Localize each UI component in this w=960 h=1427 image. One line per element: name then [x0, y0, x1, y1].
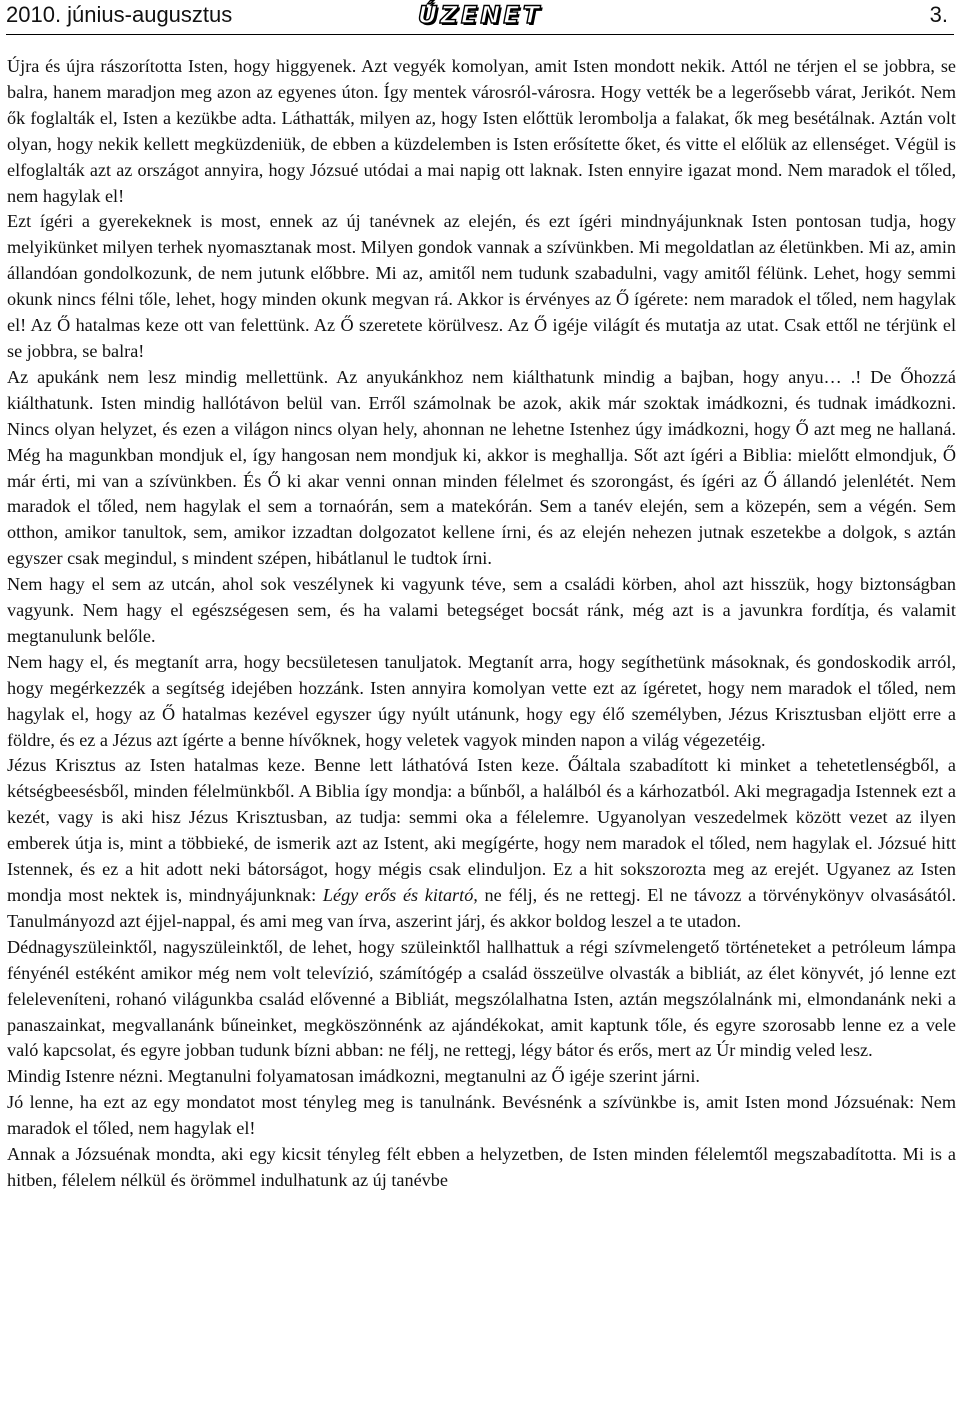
- page-header: [6, 0, 954, 34]
- paragraph-7: Dédnagyszüleinktől, nagyszüleinktől, de lehet, hogy szüleinktől hallhattuk a régi szívmelengető történeteket a petróleum lámpa fényénél estéként amikor még nem volt televízió, számítógép a család összeülve olvasták a bibliát, az élet könyvét, jó lenne ezt feleleveníteni, rohanó világunkba család elővenné a Bibliát, megszólalhatna Isten, aztán megszólalnánk mi, elmondanánk neki a panaszainkat, megvallanánk bűneinket, megköszönnénk az ajándékokat, amit kaptunk tőle, és egyre szorosabb lenne ez a vele való kapcsolat, és egyre jobban tudunk bízni abban: ne félj, ne rettegj, légy bátor és erős, mert az Úr mindig veled lesz.: [7, 936, 956, 1061]
- page-number: 3.: [929, 2, 948, 27]
- issue-date: 2010. június-augusztus: [6, 2, 233, 27]
- paragraph-10: Annak a Józsuénak mondta, aki egy kicsit tényleg félt ebben a helyzetben, de Isten minden félelemtől megszabadította. Mi is a hitben, félelem nélkül és örömmel indulhatunk az új tanévbe: [7, 1144, 956, 1190]
- paragraph-4: Nem hagy el sem az utcán, ahol sok veszélynek ki vagyunk téve, sem a családi körben, ahol azt hisszük, hogy biztonságban vagyunk. Nem hagy el egészségesen sem, és ha valami betegséget bocsát ránk, még azt is a javunkra fordítja, és valamit megtanulunk belőle.: [7, 574, 956, 646]
- scripture-quote: Légy erős és kitartó,: [322, 885, 478, 905]
- paragraph-9: Jó lenne, ha ezt az egy mondatot most tényleg meg is tanulnánk. Bevésnénk a szívünkbe is, amit Isten mond Józsuénak: Nem maradok el tőled, nem hagylak el!: [7, 1092, 956, 1139]
- paragraph-2: Ezt ígéri a gyerekeknek is most, ennek az új tanévnek az elején, és ezt ígéri mindnyájunknak Isten pontosan tudja, hogy melyikünket milyen terhek nyomasztanak most. Milyen gondok vannak a szívünkben. Mi megoldatlan az életünkben. Mi az, amin állandóan gondolkozunk, de nem jutunk előbbre. Mi az, amitől nem tudunk szabadulni, vagy amitől félünk. Lehet, hogy semmi okunk nincs félni tőle, lehet, hogy minden okunk megvan rá. Akkor is érvényes az Ő ígérete: nem maradok el tőled, nem hagylak el! Az Ő hatalmas keze ott van felettünk. Az Ő szeretete körülvesz. Az Ő igéje világít és mutatja az utat. Csak ettől ne térjünk el se jobbra, se balra!: [7, 211, 956, 361]
- paragraph-6: [7, 753, 956, 934]
- paragraph-6-text: Jézus Krisztus az Isten hatalmas keze. Benne lett láthatóvá Isten keze. Őáltala szabadított ki minket a tehetetlenségből, a kétségbeesésből, minden félelmünkből. A Biblia így mondja: a bűnből, a halálból és a kárhozatból. Aki megragadja Istennek ezt a kezét, vagy is aki hisz Jézus Krisztusban, az tudja: semmi oka a félelemre. Ugyanolyan veszedelmek között vezet az ilyen emberek útja is, mint a többieké, de ismerik azt az Istent, aki megígérte, hogy nem maradok el tőled, nem hagylak el. Józsué hitt Istennek, és ez a hit adott neki bátorságot, hogy mégis csak elinduljon. Ez a hit sokszorozta meg az erejét. Ugyanez az Isten mondja most nektek is, mindnyájunknak:: [7, 755, 956, 905]
- header-divider: [6, 34, 954, 35]
- article-body: [7, 54, 956, 1194]
- paragraph-6-continuation: ne félj, és ne rettegj. El ne távozz a törvénykönyv olvasásától. Tanulmányozd azt éjjel-nappal, és ami meg van írva, aszerint járj, és akkor boldog leszel a te utadon.: [7, 885, 957, 931]
- paragraph-5: Nem hagy el, és megtanít arra, hogy becsületesen tanuljatok. Megtanít arra, hogy segíthetünk másoknak, és gondoskodik arról, hogy megérkezzék a segítség idejében hozzánk. Isten annyira komolyan vette ezt az ígéretet, hogy nem maradok el tőled, nem hagylak el, hogy az Ő hatalmas kezével egyszer úgy nyúlt utánunk, hogy egy élő személyben, Jézus Krisztusban eljött erre a földre, és ez a Jézus azt ígérte a benne hívőknek, hogy veletek vagyok minden napon a világ végezetéig.: [7, 651, 956, 750]
- newsletter-logo: ÚZENET: [417, 1, 543, 29]
- paragraph-8: Mindig Istenre nézni. Megtanulni folyamatosan imádkozni, megtanulni az Ő igéje szerint járni.: [7, 1066, 700, 1087]
- paragraph-1: Újra és újra rászorította Isten, hogy higgyenek. Azt vegyék komolyan, amit Isten mondott nekik. Attól ne térjen el se jobbra, se balra, hanem maradjon meg azon az egyenes úton. Így mentek városról-városra. Hogy vették be a legerősebb várat, Jerikót. Nem ők foglalták el, Isten a kezükbe adta. Láthatták, milyen az, hogy Isten előttük lerombolja a falakat, ők meg besétálnak. Aztán volt olyan, hogy nekik kellett megküzdeniük, de ebben a küzdelemben is Isten erősítette őket, és vitte el előlük az ellenséget. Végül is elfoglalták azt az országot annyira, hogy Józsué utódai a mai napig ott laknak. Isten ennyire igazat mond. Nem maradok el tőled, nem hagylak el!: [7, 56, 956, 206]
- paragraph-3: Az apukánk nem lesz mindig mellettünk. Az anyukánkhoz nem kiálthatunk mindig a bajban, hogy anyu… .! De Őhozzá kiálthatunk. Isten mindig hallótávon belül van. Erről számolnak be azok, akik már szoktak imádkozni, és tudnak imádkozni. Nincs olyan helyzet, és ezen a világon nincs olyan hely, ahonnan ne lehetne Istenhez úgy imádkozni, hogy Ő azt meg ne hallaná. Még ha magunkban mondjuk el, így hangosan nem mondjuk ki, akkor is meghallja. Sőt azt ígéri a Biblia: mielőtt elmondjuk, Ő már érti, mi van a szívünkben. És Ő ki akar venni onnan minden félelmet és szorongást, és ígéri az Ő állandó jelenlétét. Nem maradok el tőled, nem hagylak el sem a tornaórán, sem a matekórán. Sem a tanév elején, sem a közepén, sem a végén. Sem otthon, amikor tanultok, sem, amikor izzadtan dolgozatot kellene írni, és az elején nehezen jutnak eszetekbe a dolgok, s aztán egyszer csak megindul, s mindent szépen, hibátlanul le tudtok írni.: [7, 366, 956, 569]
